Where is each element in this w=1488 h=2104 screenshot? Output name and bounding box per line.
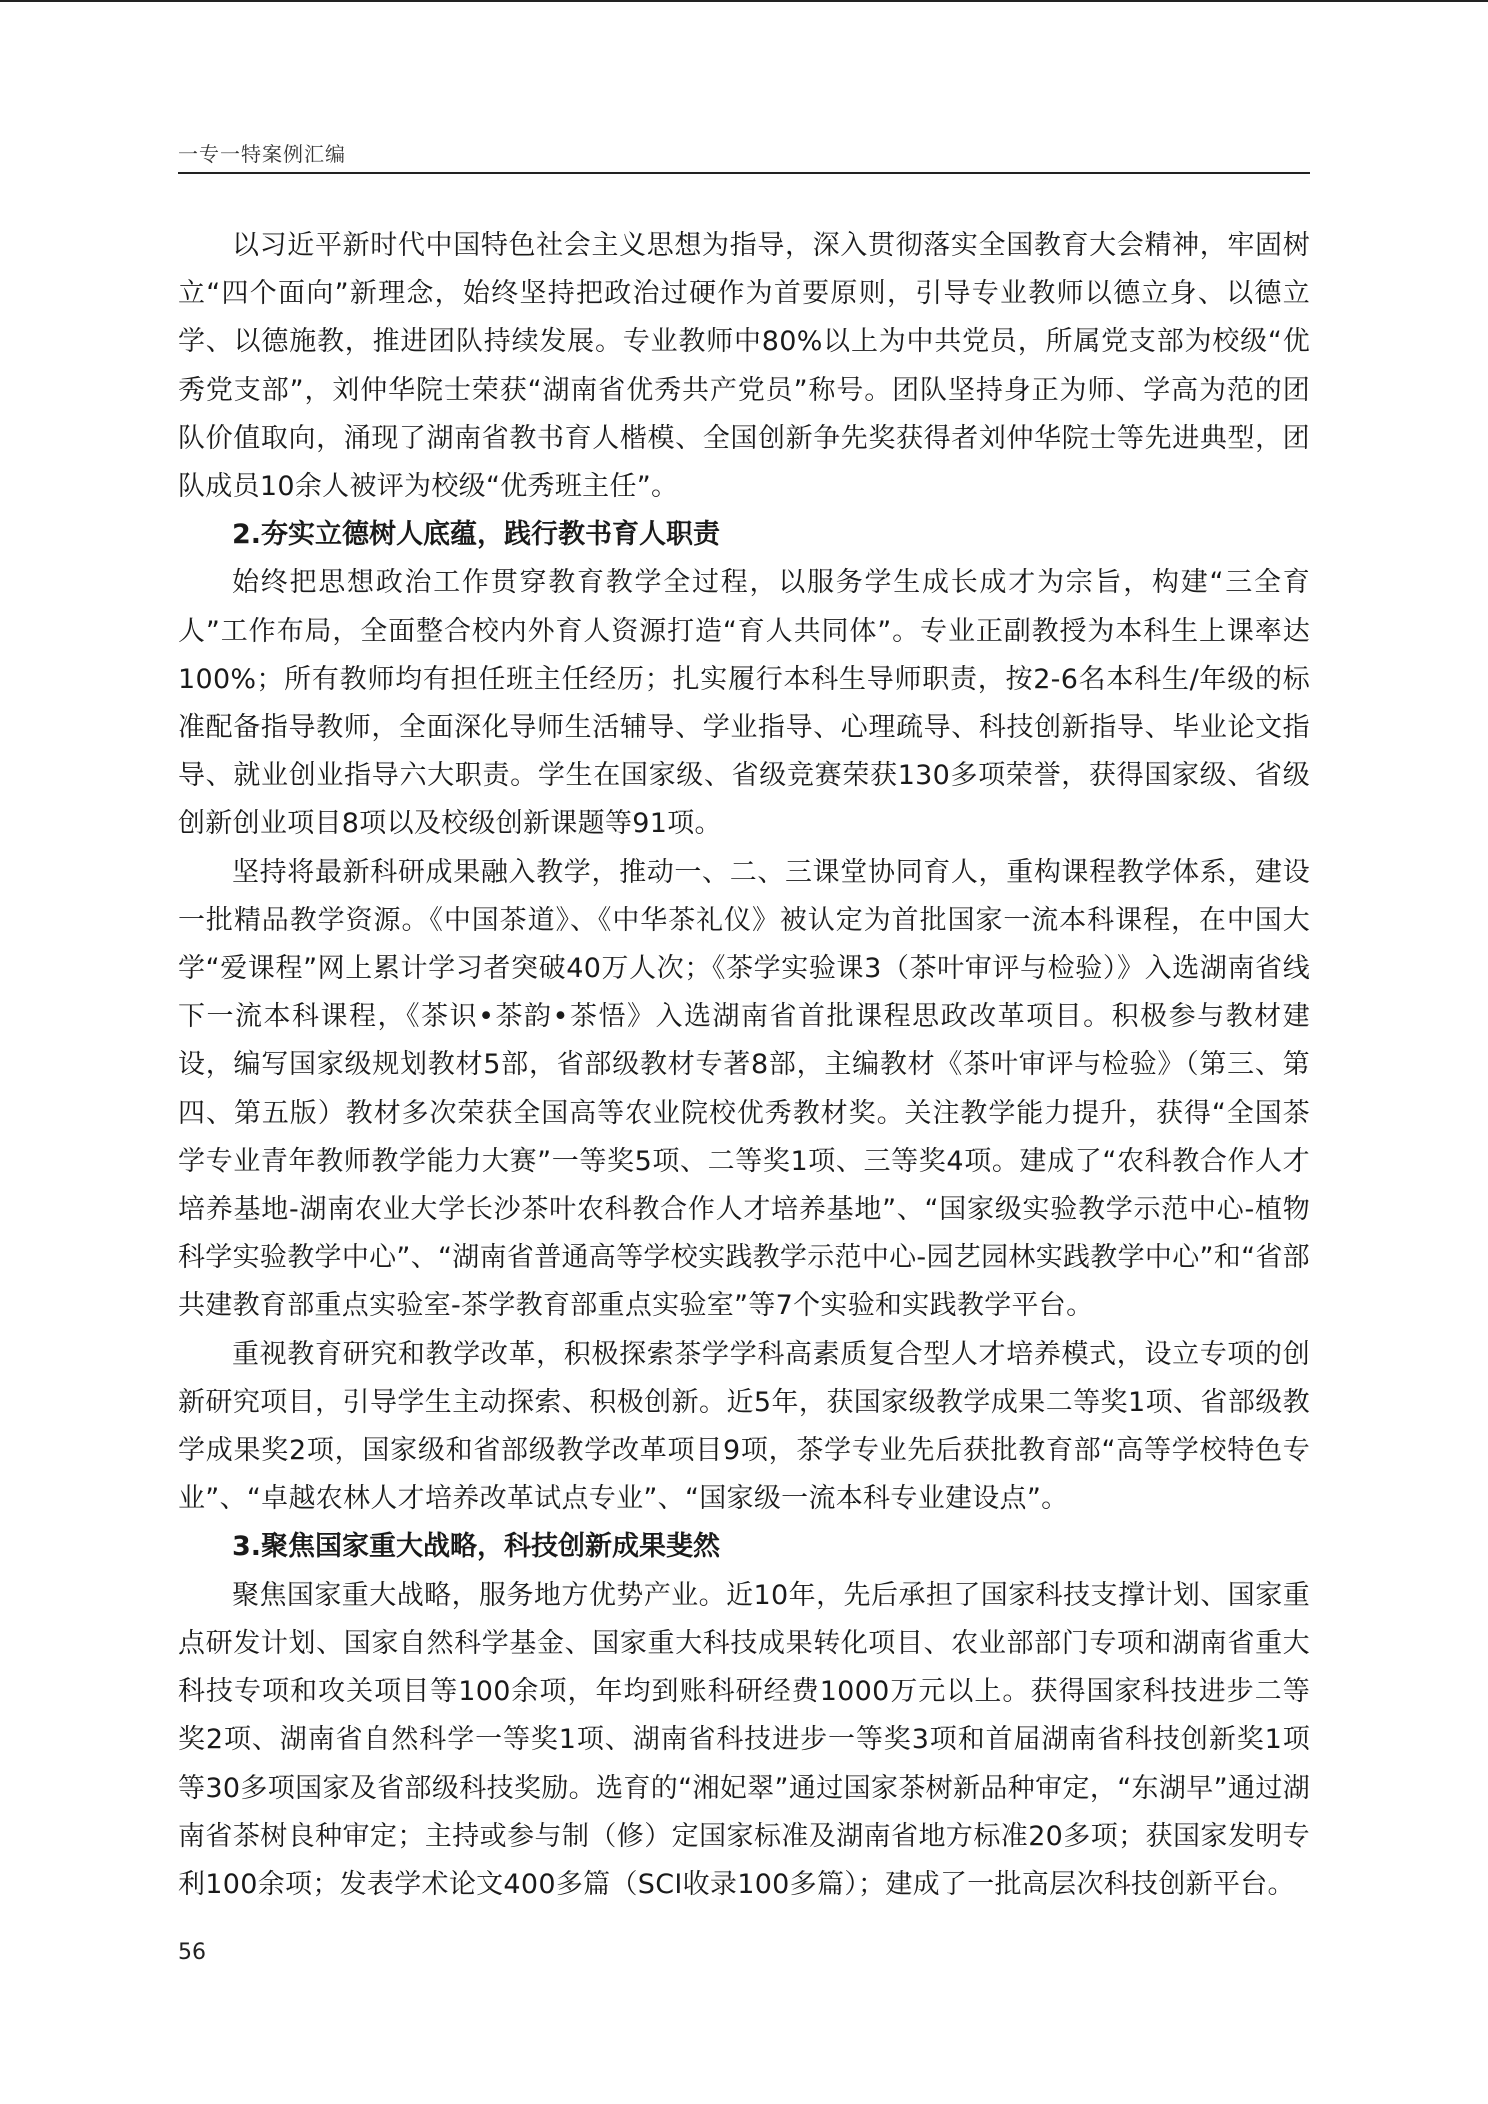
header-rule	[178, 172, 1310, 174]
section-heading-2: 2.夯实立德树人底蕴，践行教书育人职责	[232, 519, 721, 551]
paragraph-1: 以习近平新时代中国特色社会主义思想为指导，深入贯彻落实全国教育大会精神，牢固树立“四个面向”新理念，始终坚持把政治过硬作为首要原则，引导专业教师以德立身、以德立学、以德施教，推进团队持续发展。专业教师中80%以上为中共党员，所属党支部为校级“优秀党支部”，刘仲华院士荣获“湖南省优秀共产党员”称号。团队坚持身正为师、学高为范的团队价值取向，涌现了湖南省教书育人楷模、全国创新争先奖获得者刘仲华院士等先进典型，团队成员10余人被评为校级“优秀班主任”。	[178, 230, 1310, 503]
page-top-border	[0, 0, 1488, 2]
document-body	[178, 222, 1310, 1909]
paragraph-5: 聚焦国家重大战略，服务地方优势产业。近10年，先后承担了国家科技支撑计划、国家重点研发计划、国家自然科学基金、国家重大科技成果转化项目、农业部部门专项和湖南省重大科技专项和攻关项目等100余项，年均到账科研经费1000万元以上。获得国家科技进步二等奖2项、湖南省自然科学一等奖1项、湖南省科技进步一等奖3项和首届湖南省科技创新奖1项等30多项国家及省部级科技奖励。选育的“湘妃翠”通过国家茶树新品种审定，“东湖早”通过湖南省茶树良种审定；主持或参与制（修）定国家标准及湖南省地方标准20多项；获国家发明专利100余项；发表学术论文400多篇（SCI收录100多篇）；建成了一批高层次科技创新平台。	[178, 1579, 1310, 1900]
paragraph-3: 坚持将最新科研成果融入教学，推动一、二、三课堂协同育人，重构课程教学体系，建设一批精品教学资源。《中国茶道》、《中华茶礼仪》被认定为首批国家一流本科课程，在中国大学“爱课程”网上累计学习者突破40万人次；《茶学实验课3（茶叶审评与检验）》入选湖南省线下一流本科课程，《茶识•茶韵•茶悟》入选湖南省首批课程思政改革项目。积极参与教材建设，编写国家级规划教材5部，省部级教材专著8部，主编教材《茶叶审评与检验》（第三、第四、第五版）教材多次荣获全国高等农业院校优秀教材奖。关注教学能力提升，获得“全国茶学专业青年教师教学能力大赛”一等奖5项、二等奖1项、三等奖4项。建成了“农科教合作人才培养基地-湖南农业大学长沙茶叶农科教合作人才培养基地”、“国家级实验教学示范中心-植物科学实验教学中心”、“湖南省普通高等学校实践教学示范中心-园艺园林实践教学中心”和“省部共建教育部重点实验室-茶学教育部重点实验室”等7个实验和实践教学平台。	[178, 856, 1310, 1322]
section-heading-3: 3.聚焦国家重大战略，科技创新成果斐然	[232, 1531, 721, 1563]
running-header: 一专一特案例汇编	[178, 142, 346, 166]
paragraph-4: 重视教育研究和教学改革，积极探索茶学学科高素质复合型人才培养模式，设立专项的创新研究项目，引导学生主动探索、积极创新。近5年，获国家级教学成果二等奖1项、省部级教学成果奖2项，国家级和省部级教学改革项目9项，茶学专业先后获批教育部“高等学校特色专业”、“卓越农林人才培养改革试点专业”、“国家级一流本科专业建设点”。	[178, 1338, 1310, 1515]
paragraph-2: 始终把思想政治工作贯穿教育教学全过程，以服务学生成长成才为宗旨，构建“三全育人”工作布局，全面整合校内外育人资源打造“育人共同体”。专业正副教授为本科生上课率达100%；所有教师均有担任班主任经历；扎实履行本科生导师职责，按2-6名本科生/年级的标准配备指导教师，全面深化导师生活辅导、学业指导、心理疏导、科技创新指导、毕业论文指导、就业创业指导六大职责。学生在国家级、省级竞赛荣获130多项荣誉，获得国家级、省级创新创业项目8项以及校级创新课题等91项。	[178, 567, 1310, 840]
page-number: 56	[178, 1940, 206, 1965]
